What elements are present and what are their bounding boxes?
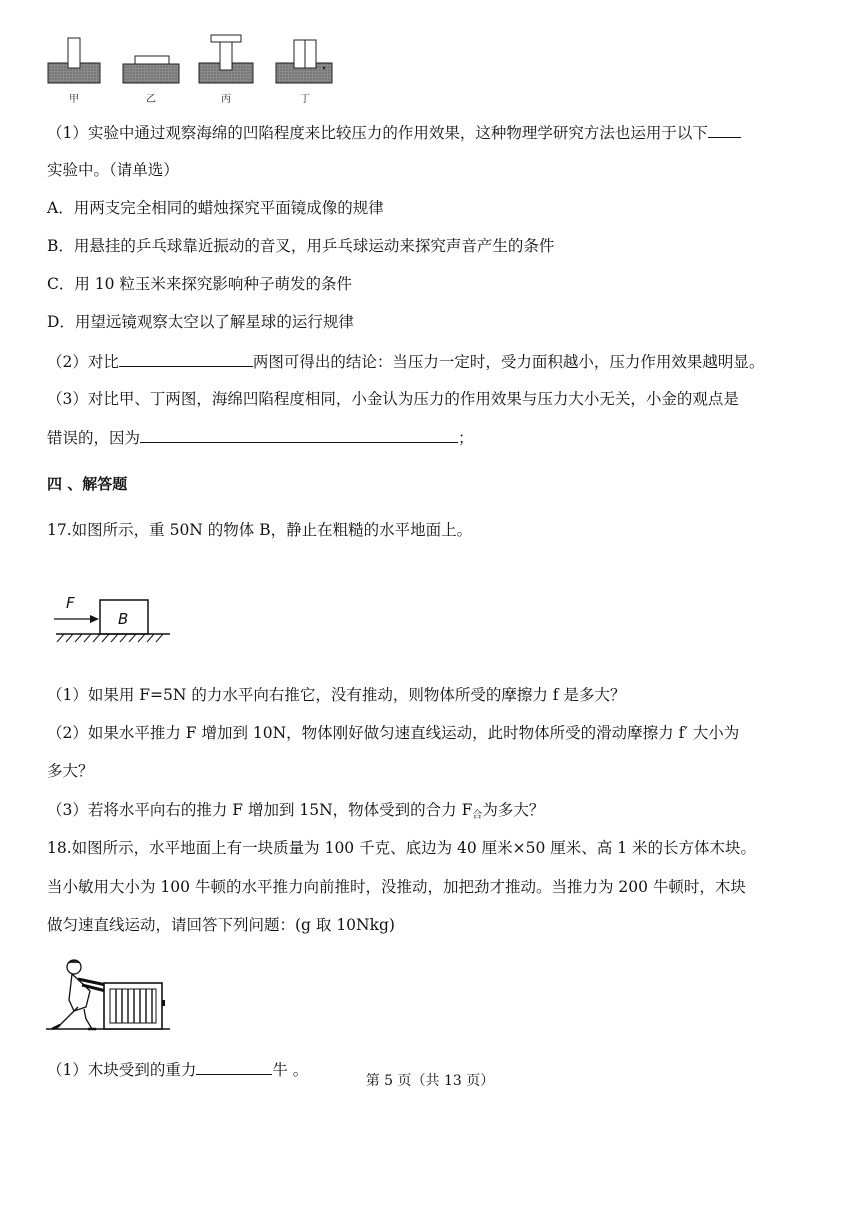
force-label: F [66,594,75,612]
q16-option-d: D．用望远镜观察太空以了解星球的运行规律 [47,313,354,331]
q18-part1-post: 牛 。 [272,1061,309,1079]
figure-yi [123,56,179,105]
q16-option-b: B．用悬挂的乒乓球靠近振动的音叉，用乒乓球运动来探究声音产生的条件 [47,237,555,255]
q16-part1-blank[interactable] [708,121,741,138]
sponge-experiment-figure [46,30,338,110]
q16-part3-post: ； [458,429,474,447]
q17-part3 [47,799,544,827]
figure-label-yi: 乙 [146,94,156,105]
figure-bing [199,35,253,105]
q17-part1: （1）如果用 F=5N 的力水平向右推它，没有推动，则物体所受的摩擦力 f 是多大？ [47,686,626,704]
q16-option-a: A．用两支完全相同的蜡烛探究平面镜成像的规律 [47,199,384,217]
figure-label-bing: 丙 [221,94,231,105]
q16-option-c: C．用 10 粒玉米来探究影响种子萌发的条件 [47,275,352,293]
ground-hatching [57,634,163,642]
q16-part3-line1: （3）对比甲、丁两图，海绵凹陷程度相同，小金认为压力的作用效果与压力大小无关，小金的观点是 [47,390,739,408]
q16-part2 [47,350,764,373]
force-arrowhead [90,615,99,623]
crate [104,983,165,1029]
q17-stem: 17.如图所示，重 50N 的物体 B，静止在粗糙的水平地面上。 [47,521,473,539]
q16-part3-blank[interactable] [140,426,458,443]
q18-stem-line1: 18.如图所示，水平地面上有一块质量为 100 千克、底边为 40 厘米×50 厘米、高 1 米的长方体木块。 [47,839,757,857]
page-footer: 第 5 页（共 13 页） [365,1073,495,1089]
q17-part3-subscript: 合 [472,810,483,821]
block-force-figure [52,592,174,654]
block-label: B [118,610,129,628]
q16-part1-line2: 实验中。（请单选） [47,161,179,179]
q17-part3-post: 为多大？ [482,801,545,819]
q17-part2-line2: 多大？ [47,762,94,780]
section-heading: 四 、解答题 [47,475,128,493]
q16-part1-line1 [47,121,741,144]
q16-part2-post: 两图可得出的结论：当压力一定时，受力面积越小，压力作用效果越明显。 [252,353,765,371]
q17-part3-pre: （3）若将水平向右的推力 F 增加到 15N，物体受到的合力 F [47,801,473,819]
q16-part3-pre: 错误的，因为 [47,429,141,447]
q16-part2-pre: （2）对比 [47,353,119,371]
q18-stem-line2: 当小敏用大小为 100 牛顿的水平推力向前推时，没推动，加把劲才推动。当推力为 200 牛顿时，木块 [47,878,746,896]
person [52,960,106,1029]
figure-jia [48,38,100,105]
q17-part2-line1: （2）如果水平推力 F 增加到 10N，物体刚好做匀速直线运动，此时物体所受的滑动摩擦力 f′ 大小为 [47,724,740,742]
q18-part1-pre: （1）木块受到的重力 [47,1061,197,1079]
q18-stem-line3: 做匀速直线运动，请回答下列问题：(g 取 10Nkg) [47,916,395,934]
figure-label-jia: 甲 [69,94,79,105]
q16-part1-text: （1）实验中通过观察海绵的凹陷程度来比较压力的作用效果，这种物理学研究方法也运用于以下 [47,124,708,142]
person-pushing-crate-figure [44,955,174,1035]
q16-part2-blank[interactable] [119,350,253,367]
figure-label-ding: 丁 [300,94,310,105]
figure-ding [276,40,332,105]
q16-part3-line2 [47,426,474,449]
